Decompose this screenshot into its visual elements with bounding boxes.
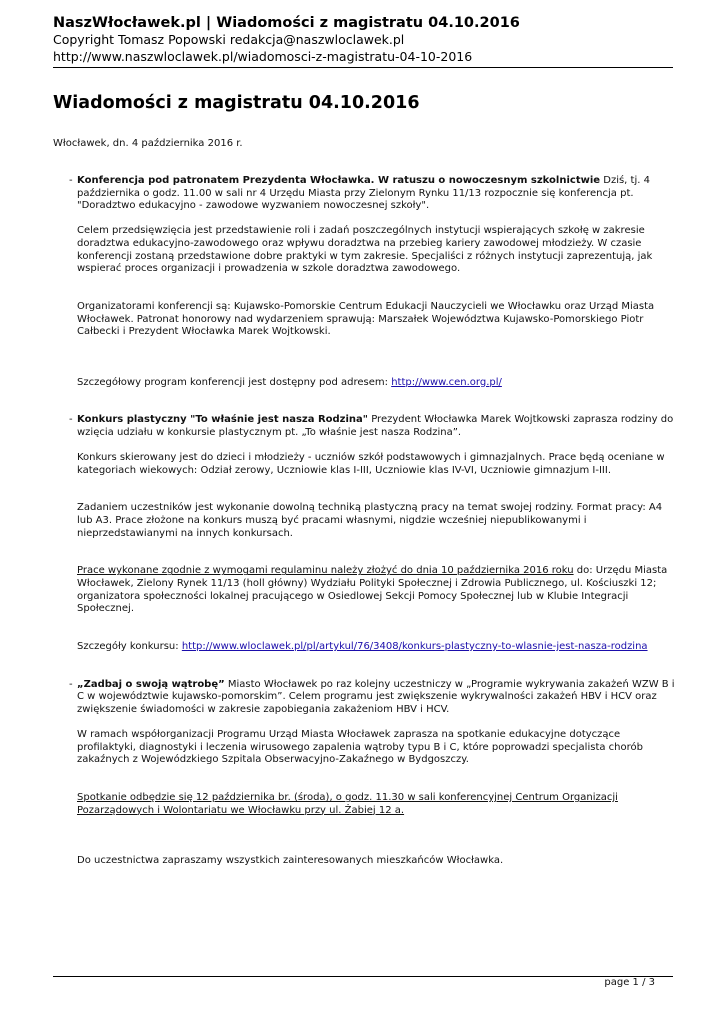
- link-intro: Szczegóły konkursu:: [77, 640, 182, 652]
- item-lead: [77, 414, 677, 439]
- item-paragraph: [77, 792, 677, 817]
- document-header: [53, 14, 673, 65]
- list-dash: -: [69, 175, 73, 186]
- article-title: Wiadomości z magistratu 04.10.2016: [53, 93, 420, 113]
- item-paragraph: Organizatorami konferencji są: Kujawsko-Pomorskie Centrum Edukacji Nauczycieli we Włocławku oraz Urząd Miasta Włocławek. Patronat honorowy nad wydarzeniem sprawują: Marszałek Województwa Kujawsko-Pomorskiego Piotr Całbecki i Prezydent Włocławka Marek Wojtkowski.: [77, 300, 655, 338]
- item-paragraph: [77, 377, 677, 390]
- copyright-line: Copyright Tomasz Popowski redakcja@naszwloclawek.pl: [53, 32, 405, 47]
- deadline-text: Prace wykonane zgodnie z wymogami regulaminu należy złożyć do dnia 10 października 2016 roku: [77, 565, 574, 577]
- item-paragraph: Do uczestnictwa zapraszamy wszystkich zainteresowanych mieszkańców Włocławka.: [77, 855, 504, 867]
- item-headline: „Zadbaj o swoją wątrobę”: [77, 678, 225, 690]
- item-paragraph: Celem przedsięwzięcia jest przedstawienie roli i zadań poszczególnych instytucji wspierających szkołę w zakresie doradztwa edukacyjno-zawodowego oraz wpływu doradztwa na przebieg kariery zawodowej młodzieży. W czasie konferencji zostaną przedstawione dobre praktyki w tym zakresie. Specjaliści z różnych instytucji zaprezentują, jak wspierać proces organizacji i prowadzenia w szkole doradztwa zawodowego.: [77, 225, 653, 275]
- item-paragraph: Konkurs skierowany jest do dzieci i młodzieży - uczniów szkół podstawowych i gimnazjalnych. Prace będą oceniane w kategoriach wiekowych: Odział zerowy, Uczniowie klas I-III, Uczniowie klas IV-VI, Uczniowie gimnazjum I-III.: [77, 452, 665, 476]
- footer-divider: [53, 976, 673, 977]
- item-paragraph: W ramach współorganizacji Programu Urząd Miasta Włocławek zaprasza na spotkanie edukacyjne dotyczące profilaktyki, diagnostyki i leczenia wirusowego zapalenia wątroby typu B i C, które poprowadzi specjalista chorób zakaźnych z Wojewódzkiego Szpitala Obserwacyjno-Zakaźnego w Bydgoszczy.: [77, 729, 643, 766]
- item-paragraph: Zadaniem uczestników jest wykonanie dowolną techniką plastyczną pracy na temat swojej rodziny. Format pracy: A4 lub A3. Prace złożone na konkurs muszą być pracami własnymi, nigdzie wcześniej niepublikowanymi i nieprzedstawianymi na innych konkursach.: [77, 502, 663, 539]
- item-lead-text: Dziś, tj. 4 października o godz. 11.00 w sali nr 4 Urzędu Miasta przy Zielonym Rynku 11/13 rozpocznie się konferencja pt. "Doradztwo edukacyjno - zawodowe wyzwaniem nowoczesnej szkoły".: [77, 175, 650, 212]
- item-headline: Konferencja pod patronatem Prezydenta Włocławka. W ratuszu o nowoczesnym szkolnictwie: [77, 175, 601, 186]
- item-lead-text: Miasto Włocławek po raz kolejny uczestniczy w „Programie wykrywania zakażeń WZW B i C w województwie kujawsko-pomorskim”. Celem programu jest zwiększenie wykrywalności zakażeń HBV i HCV oraz zwiększenie świadomości w zakresie zapobiegania zakażeniom HBV i HCV.: [77, 678, 675, 715]
- news-item-liver-health: [69, 678, 677, 868]
- item-lead: [77, 679, 677, 717]
- page-url: http://www.naszwloclawek.pl/wiadomosci-z-magistratu-04-10-2016: [53, 48, 473, 64]
- article-body: [69, 175, 677, 880]
- news-item-conference: [69, 175, 677, 414]
- site-title: NaszWłocławek.pl | Wiadomości z magistratu 04.10.2016: [53, 15, 520, 31]
- header-divider: [53, 67, 673, 68]
- list-dash: -: [69, 414, 73, 426]
- item-paragraph: [77, 565, 677, 615]
- submission-places: do: Urzędu Miasta Włocławek, Zielony Rynek 11/13 (holl główny) Wydziału Polityki Społecznej i Zdrowia Publicznego, ul. Kościuszki 12; organizatora społeczności lokalnej pracującego w Osiedlowej Sekcji Pomocy Społecznej lub w Klubie Integracji Społecznej.: [77, 565, 668, 615]
- contest-link[interactable]: http://www.wloclawek.pl/pl/artykul/76/3408/konkurs-plastyczny-to-wlasnie-jest-nasza-rodzina: [181, 640, 648, 652]
- dateline: Włocławek, dn. 4 października 2016 r.: [53, 138, 243, 149]
- item-lead-text: Prezydent Włocławka Marek Wojtkowski zaprasza rodziny do wzięcia udziału w konkursie plastycznym pt. „To właśnie jest nasza Rodzina”.: [77, 414, 674, 438]
- item-paragraph: [77, 641, 677, 654]
- list-dash: -: [69, 678, 73, 690]
- news-item-art-contest: [69, 414, 677, 678]
- item-headline: Konkurs plastyczny "To właśnie jest nasza Rodzina": [77, 414, 369, 426]
- page-number: page 1 / 3: [604, 977, 655, 988]
- program-link[interactable]: http://www.cen.org.pl/: [391, 376, 502, 388]
- item-lead: [77, 175, 677, 213]
- meeting-details: Spotkanie odbędzie się 12 października br. (środa), o godz. 11.30 w sali konferencyjnej Centrum Organizacji Pozarządowych i Wolontariatu we Włocławku przy ul. Żabiej 12 a.: [77, 792, 618, 816]
- link-intro: Szczegółowy program konferencji jest dostępny pod adresem:: [77, 376, 392, 388]
